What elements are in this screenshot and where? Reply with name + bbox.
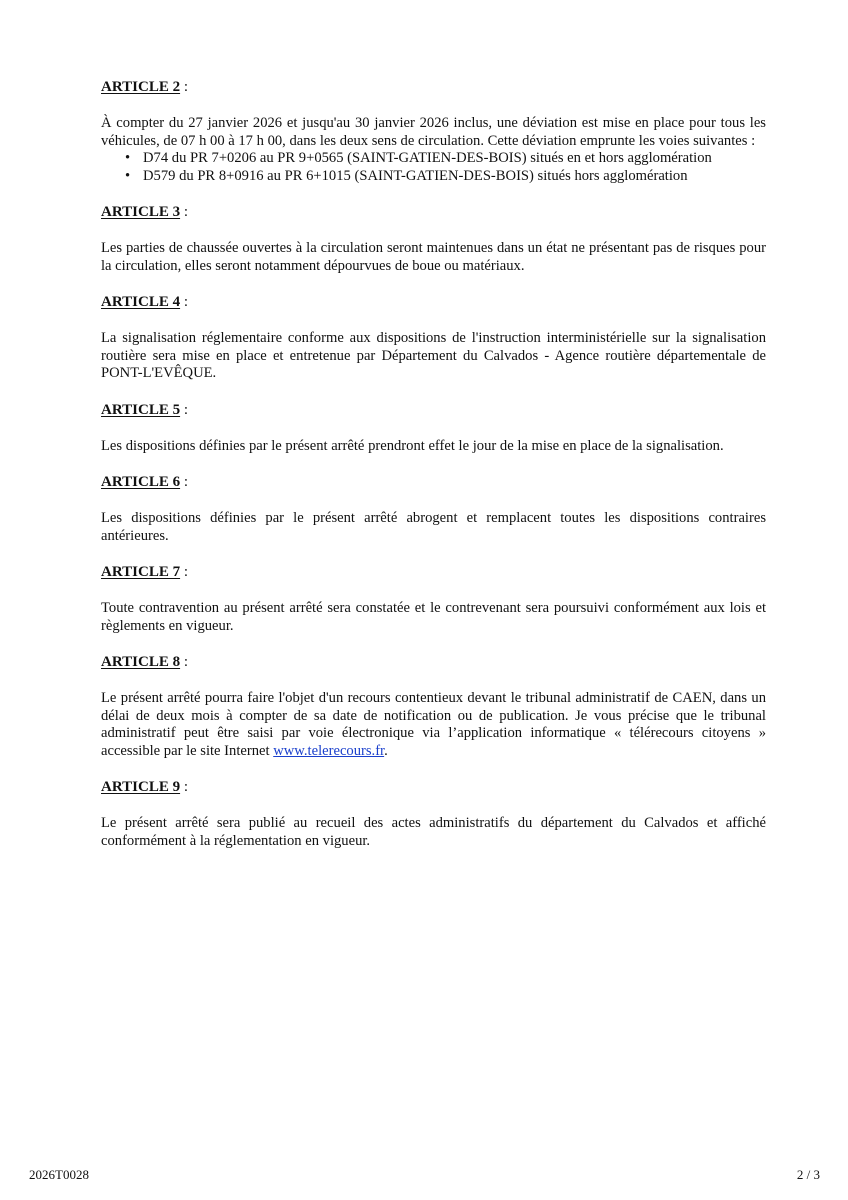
heading-colon: : (180, 564, 188, 580)
article-heading (101, 78, 766, 96)
heading-colon: : (180, 474, 188, 490)
article-8 (101, 653, 766, 760)
list-item: • D74 du PR 7+0206 au PR 9+0565 (SAINT-GATIEN-DES-BOIS) situés en et hors agglomération (121, 150, 766, 168)
heading-colon: : (180, 401, 188, 418)
heading-colon: : (180, 654, 188, 670)
article-2 (101, 78, 766, 185)
deviation-route-list (101, 150, 766, 185)
article-text (101, 690, 766, 760)
article-title: ARTICLE 3 (101, 204, 181, 220)
article-3 (101, 203, 766, 275)
article-title: ARTICLE 7 (101, 564, 181, 580)
article-text-body: Le présent arrêté pourra faire l'objet d'un recours contentieux devant le tribunal administratif de CAEN, dans un délai de deux mois à compter de sa date de notification ou de publication. Je vous précise que le tribunal administratif peut être saisi par voie électronique via l’application informatique « télérecours citoyens » accessible par le site Internet (101, 690, 766, 759)
article-6 (101, 473, 766, 545)
article-title: ARTICLE 5 (101, 401, 181, 418)
page-number: 2 / 3 (796, 1167, 820, 1182)
article-text: Les dispositions définies par le présent arrêté prendront effet le jour de la mise en place de la signalisation. (101, 437, 724, 454)
article-heading (101, 203, 766, 221)
article-text: À compter du 27 janvier 2026 et jusqu'au 30 janvier 2026 inclus, une déviation est mise en place pour tous les véhicules, de 07 h 00 à 17 h 00, dans les deux sens de circulation. Cette déviation emprunte les voies suivantes : (101, 115, 766, 149)
article-heading (101, 293, 766, 311)
article-text: Les dispositions définies par le présent arrêté abrogent et remplacent toutes les dispositions contraires antérieures. (101, 510, 766, 544)
heading-colon: : (180, 204, 188, 220)
article-heading (101, 563, 766, 581)
article-title: ARTICLE 2 (101, 79, 181, 95)
heading-colon: : (180, 79, 188, 95)
article-9 (101, 778, 766, 850)
article-4 (101, 293, 766, 383)
telerecours-link[interactable]: www.telerecours.fr (273, 742, 385, 759)
article-5 (101, 401, 766, 456)
article-7 (101, 563, 766, 635)
article-heading (101, 401, 766, 419)
heading-colon: : (180, 294, 188, 310)
article-heading (101, 778, 766, 796)
article-text-end: . (384, 742, 388, 759)
list-item: • D579 du PR 8+0916 au PR 6+1015 (SAINT-GATIEN-DES-BOIS) situés hors agglomération (121, 168, 766, 186)
article-text: La signalisation réglementaire conforme aux dispositions de l'instruction interministérielle sur la signalisation routière sera mise en place et entretenue par Département du Calvados - Agence routière départementale de PONT-L'EVÊQUE. (101, 330, 766, 381)
article-title: ARTICLE 4 (101, 294, 181, 310)
article-heading (101, 653, 766, 671)
document-reference: 2026T0028 (29, 1167, 89, 1182)
article-text: Toute contravention au présent arrêté sera constatée et le contrevenant sera poursuivi conformément aux lois et règlements en vigueur. (101, 600, 766, 634)
heading-colon: : (180, 779, 188, 795)
article-title: ARTICLE 6 (101, 474, 181, 490)
article-heading (101, 473, 766, 491)
article-text: Le présent arrêté sera publié au recueil des actes administratifs du département du Calvados et affiché conformément à la réglementation en vigueur. (101, 815, 766, 849)
article-title: ARTICLE 8 (101, 654, 181, 670)
article-title: ARTICLE 9 (101, 779, 181, 795)
article-text: Les parties de chaussée ouvertes à la circulation seront maintenues dans un état ne présentant pas de risques pour la circulation, elles seront notamment dépourvues de boue ou matériaux. (101, 240, 766, 274)
document-body (101, 78, 766, 868)
